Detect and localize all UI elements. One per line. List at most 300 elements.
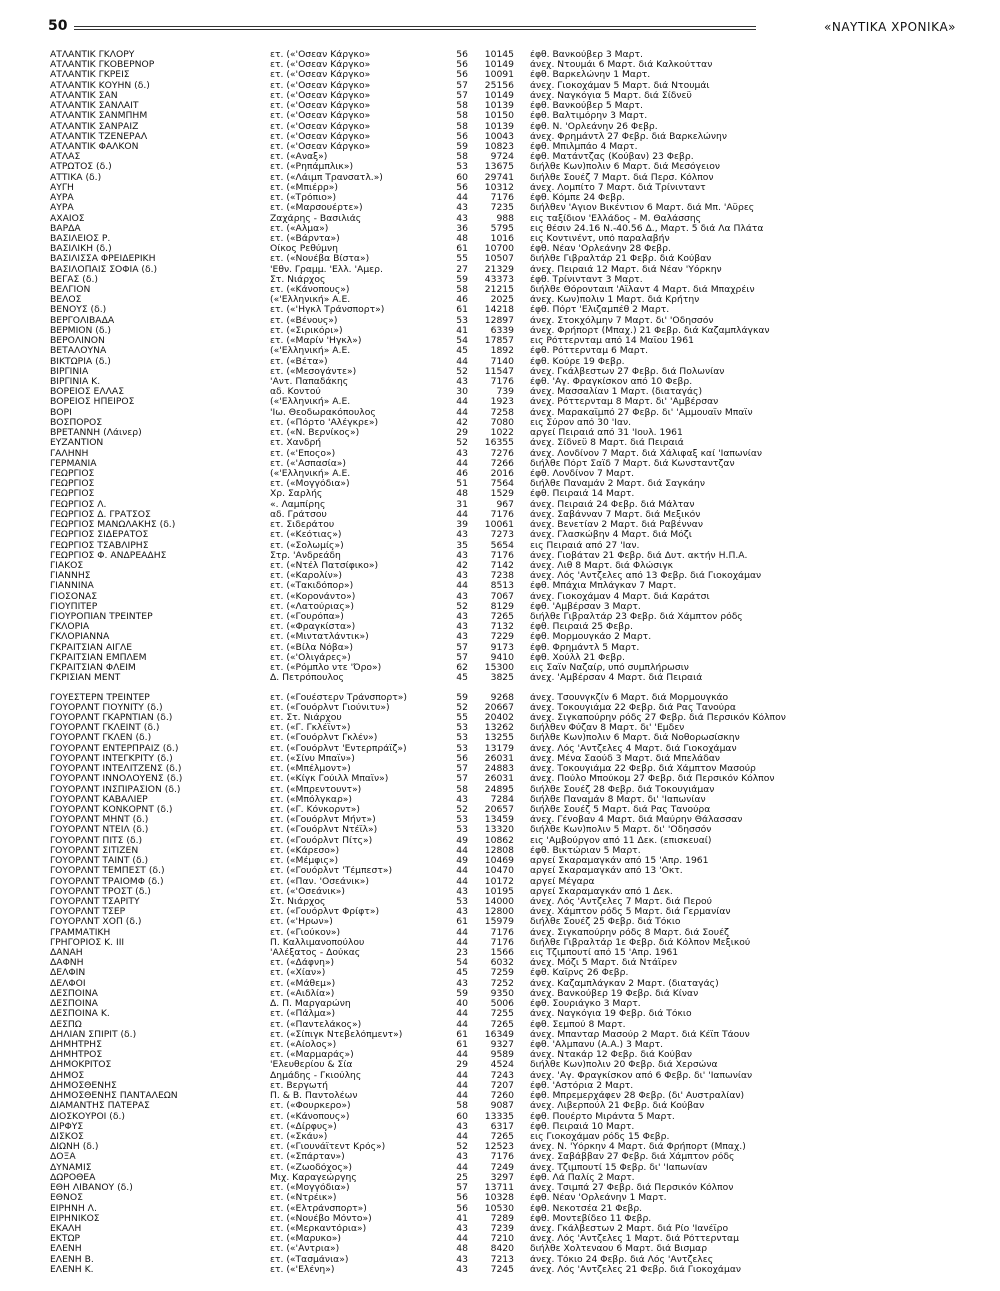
ship-name: ΕΚΑΛΗ xyxy=(50,1223,82,1234)
page-number: 50 xyxy=(48,18,68,34)
ship-tons: 10145 xyxy=(484,49,514,60)
ship-year: 56 xyxy=(456,59,468,71)
ship-tons: 6339 xyxy=(490,324,514,336)
ship-status: διήλθε Πόρτ Σαΐδ 7 Μαρτ. διά Κωνσταντζαν xyxy=(530,458,735,469)
ship-year: 25 xyxy=(456,1171,468,1183)
ship-tons: 9350 xyxy=(490,987,514,999)
ship-agent: ετ. («Ελτράνσπορτ») xyxy=(270,1203,367,1214)
ship-status: διήλθε Κων)πολιν 5 Μαρτ. δι' 'Οδησσόν xyxy=(530,825,712,836)
ship-name: ΔΗΜΟΣΘΕΝΗΣ ΠΑΝΤΑΛΕΩΝ xyxy=(50,1091,178,1102)
ship-name: ΓΟΥΟΡΛΝΤ ΠΙΤΣ (δ.) xyxy=(50,835,143,846)
ship-year: 43 xyxy=(456,1151,468,1163)
ship-tons: 21215 xyxy=(484,284,514,296)
ship-year: 56 xyxy=(456,69,468,81)
ship-status: διήλθε Θόρονταιπ 'Αϊλαντ 4 Μαρτ. διά Μπαχρέιν xyxy=(530,285,755,296)
ship-name: ΔΟΞΑ xyxy=(50,1152,76,1163)
ship-year: 58 xyxy=(456,151,468,163)
ship-status: άνεχ. Τοκουγιάμα 22 Φεβρ. διά Χάμπτον Μασούρ xyxy=(530,764,756,775)
ship-tons: 9410 xyxy=(490,651,514,663)
ship-name: ΒΟΡΙ xyxy=(50,407,72,418)
ship-agent: («'Ελληνική» Α.Ε. xyxy=(270,397,351,408)
ship-status: άνεχ. Σαβάνναν 7 Μαρτ. διά Μεξικόν xyxy=(530,509,701,520)
ship-agent: ετ. («Κάνοπους») xyxy=(270,1111,350,1122)
ship-name: ΕΙΡΗΝΙΚΟΣ xyxy=(50,1213,100,1224)
ship-tons: 10061 xyxy=(484,519,514,531)
ship-name: ΑΤΛΑΝΤΙΚ ΓΚΡΕΪΣ xyxy=(50,70,130,81)
ship-year: 31 xyxy=(456,498,468,510)
ship-name: ΔΕΣΠΟΙΝΑ xyxy=(50,999,98,1010)
ship-name: ΒΑΡΔΑ xyxy=(50,223,81,234)
ship-status: έφθ. Κόμπε 24 Φεβρ. xyxy=(530,193,625,204)
ship-year: 43 xyxy=(456,793,468,805)
ship-status: άνεχ. Φρημάντλ 27 Φεβρ. διά Βαρκελώνην xyxy=(530,131,727,142)
ship-status: έφθ. Ρόττερνταμ 6 Μαρτ. xyxy=(530,346,649,357)
ship-name: ΕΥΖΑΝΤΙΟΝ xyxy=(50,438,104,449)
ship-tons: 20657 xyxy=(484,803,514,815)
ship-agent: («'Ελληνική» Α.Ε. xyxy=(270,468,351,479)
ship-status: έφθ. Μορμουγκάο 2 Μαρτ. xyxy=(530,632,652,643)
ship-tons: 1016 xyxy=(490,232,514,244)
ship-status: έφθ. Πειραιά 10 Μαρτ. xyxy=(530,1121,635,1132)
ship-tons: 10091 xyxy=(484,69,514,81)
ship-agent: ετ. («Μάθεμ») xyxy=(270,978,336,989)
ship-status: άνεχ. Μπανταρ Μασούρ 2 Μαρτ. διά Κέϊπ Τάουν xyxy=(530,1029,750,1040)
ship-status: έφθ. Καϊρνς 26 Φεβρ. xyxy=(530,968,629,979)
ship-row xyxy=(50,673,950,683)
ship-status: έφθ. Νέαν 'Ορλεάνην 1 Μαρτ. xyxy=(530,1193,667,1204)
ship-tons: 14000 xyxy=(484,895,514,907)
ship-tons: 7266 xyxy=(490,457,514,469)
ship-name: ΒΑΣΙΛΟΠΑΪΣ ΣΟΦΙΑ (δ.) xyxy=(50,264,158,275)
ship-year: 44 xyxy=(456,1049,468,1061)
ship-tons: 7239 xyxy=(490,1222,514,1234)
ship-agent: ετ. («Αιδλία») xyxy=(270,988,335,999)
ship-status: διήλθε Σουέζ 28 Φεβρ. διά Τοκουγιάμαν xyxy=(530,784,715,795)
ship-agent: ετ. («Κάνοπους») xyxy=(270,285,350,296)
ship-agent: ετ. («Κίγκ Γούιλλ Μπαϊν») xyxy=(270,774,389,785)
ship-agent: ετ. («Καρολίν») xyxy=(270,571,342,582)
ship-year: 58 xyxy=(456,1100,468,1112)
ship-row xyxy=(50,1101,950,1111)
ship-name: ΓΟΥΟΡΛΝΤ ΕΝΤΕΡΠΡΑΪΖ (δ.) xyxy=(50,743,179,754)
ship-status: άνεχ. 'Αγ. Φραγκίσκον από 6 Φεβρ. δι' 'Ιαπωνίαν xyxy=(530,1070,753,1081)
ship-agent: ετ. («Γιούκον») xyxy=(270,927,341,938)
ship-year: 56 xyxy=(456,49,468,60)
ship-year: 45 xyxy=(456,345,468,357)
ship-year: 54 xyxy=(456,957,468,969)
ship-agent: ετ. («Νουέβα Βίστα») xyxy=(270,254,370,265)
ship-status: διήλθεν Φύζαν 8 Μαρτ. δι' 'Εμδεν xyxy=(530,723,685,734)
ship-agent: Μιχ. Καραγεώργης xyxy=(270,1172,357,1183)
ship-name: ΒΙΡΓΙΝΙΑ Κ. xyxy=(50,377,101,387)
ship-name: ΓΟΥΟΡΛΝΤ ΧΟΠ (δ.) xyxy=(50,917,142,928)
ship-tons: 7284 xyxy=(490,793,514,805)
ship-name: ΓΚΡΙΣΙΑΝ ΜΕΝΤ xyxy=(50,673,121,684)
ship-name: ΓΙΟΥΡΟΠΙΑΝ ΤΡΕΪΝΤΕΡ xyxy=(50,612,153,623)
ship-tons: 15300 xyxy=(484,662,514,674)
ship-tons: 13255 xyxy=(484,732,514,744)
ship-name: ΒΑΣΙΛΙΣΣΑ ΦΡΕΙΔΕΡΙΚΗ xyxy=(50,254,156,265)
ship-tons: 9268 xyxy=(490,691,514,703)
ship-agent: ετ. («'Οσεαν Κάργκο» xyxy=(270,50,371,60)
ship-year: 60 xyxy=(456,1110,468,1122)
ship-agent: ετ. («Μπρεντουντ») xyxy=(270,784,362,795)
ship-tons: 15979 xyxy=(484,916,514,928)
ship-status: άνεχ. Τσιμπά 27 Φεβρ. διά Περσικόν Κόλπον xyxy=(530,1183,734,1194)
ship-year: 48 xyxy=(456,1243,468,1255)
ship-tons: 7210 xyxy=(490,1233,514,1245)
ship-year: 44 xyxy=(456,1233,468,1245)
ship-agent: ετ. («Μαρίν 'Ηγκλ») xyxy=(270,336,362,347)
ship-year: 42 xyxy=(456,416,468,428)
ship-status: έφθ. 'Αστόρια 2 Μαρτ. xyxy=(530,1080,634,1091)
ship-tons: 6032 xyxy=(490,957,514,969)
ship-agent: ετ. («Μογγόδια») xyxy=(270,479,350,490)
ship-tons: 7207 xyxy=(490,1079,514,1091)
ship-year: 56 xyxy=(456,1202,468,1214)
ship-name: ΓΚΡΑΪΤΣΙΑΝ ΦΛΕΪΜ xyxy=(50,663,136,674)
ship-year: 57 xyxy=(456,773,468,785)
ship-agent: ετ. («Γουόρλντ Μήντ») xyxy=(270,815,376,826)
ship-status: έφθ. Βανκούβερ 3 Μαρτ. xyxy=(530,50,643,60)
ship-name: ΓΕΩΡΓΙΟΣ ΜΑΝΩΛΑΚΗΣ (δ.) xyxy=(50,520,176,531)
ship-agent: 'Αντ. Παπαδάκης xyxy=(270,377,349,387)
ship-movements-list xyxy=(50,50,950,1284)
ship-name: ΔΥΝΑΜΙΣ xyxy=(50,1162,92,1173)
ship-name: ΓΕΩΡΓΙΟΣ Φ. ΑΝΔΡΕΑΔΗΣ xyxy=(50,550,167,561)
ship-year: 44 xyxy=(456,580,468,592)
ship-status: άνεχ. Τόκιο 24 Φεβρ. διά Λός 'Αντζελες xyxy=(530,1254,714,1265)
ship-tons: 10139 xyxy=(484,100,514,112)
ship-tons: 17857 xyxy=(484,335,514,347)
ship-name: ΕΛΕΝΗ xyxy=(50,1244,82,1255)
ship-year: 44 xyxy=(456,508,468,520)
ship-year: 62 xyxy=(456,662,468,674)
ship-tons: 13262 xyxy=(484,722,514,734)
ship-tons: 7249 xyxy=(490,1161,514,1173)
ship-name: ΓΕΩΡΓΙΟΣ Λ. xyxy=(50,499,107,510)
ship-status: άνεχ. Σιγκαπούρην ρόδς 27 Φεβρ. διά Περσικόν Κόλπον xyxy=(530,713,786,723)
ship-agent: ετ. («Μπέλμοντ») xyxy=(270,764,351,775)
ship-agent: ετ. Σιδεράτου xyxy=(270,520,335,531)
ship-year: 53 xyxy=(456,732,468,744)
ship-year: 43 xyxy=(456,977,468,989)
ship-name: ΑΤΛΑΝΤΙΚ ΣΑΝΡΑΪΖ xyxy=(50,121,139,132)
ship-year: 52 xyxy=(456,1141,468,1153)
ship-status: έφθ. Λά Παλίς 2 Μαρτ. xyxy=(530,1172,635,1183)
ship-status: άνεχ. Γένοβαν 4 Μαρτ. διά Μαύρην Θάλασσαν xyxy=(530,815,743,826)
ship-status: έφθ. Κούρε 19 Φεβρ. xyxy=(530,356,625,367)
ship-name: ΓΟΥΟΡΛΝΤ ΙΝΣΠΙΡΑΣΙΟΝ (δ.) xyxy=(50,784,181,795)
ship-agent: ετ. («Βίλα Νόβα») xyxy=(270,642,353,653)
ship-agent: («'Ελληνική» Α.Ε. xyxy=(270,295,351,306)
ship-tons: 7142 xyxy=(490,559,514,571)
ship-agent: ετ. Βεργωτή xyxy=(270,1080,328,1091)
ship-agent: ετ. («Σίπιγκ Ντεβελόπμεντ») xyxy=(270,1029,403,1040)
ship-tons: 5654 xyxy=(490,539,514,551)
ship-name: ΔΑΝΑΗ xyxy=(50,948,83,959)
ship-row xyxy=(50,866,950,876)
ship-agent: ετ. («'Αντρια») xyxy=(270,1244,340,1255)
ship-year: 56 xyxy=(456,752,468,764)
ship-status: έφθ. Νέαν 'Ορλεάνην 28 Φεβρ. xyxy=(530,244,671,255)
ship-agent: ετ. («Μερκαντόρια») xyxy=(270,1223,367,1234)
ship-tons: 10507 xyxy=(484,253,514,265)
ship-agent: ετ. («Αίολος») xyxy=(270,1040,337,1050)
ship-status: έφθ. Τρίνινταντ 3 Μαρτ. xyxy=(530,274,643,285)
ship-status: άνεχ. Στοκχόλμην 7 Μαρτ. δι' 'Οδησσόν xyxy=(530,315,714,326)
ship-name: ΓΙΟΣΟΝΑΣ xyxy=(50,591,98,602)
ship-year: 44 xyxy=(456,1069,468,1081)
ship-tons: 7080 xyxy=(490,416,514,428)
ship-agent: ετ. («Σπάρταν») xyxy=(270,1152,345,1163)
ship-agent: ετ. («'Οσεαν Κάργκο» xyxy=(270,131,371,142)
ship-agent: ετ. («Λατούριας») xyxy=(270,601,354,612)
ship-agent: ετ. («Δίρφυς») xyxy=(270,1121,337,1132)
ship-agent: ετ. («'Εποςο») xyxy=(270,448,336,459)
ship-agent: ετ. («Γιουνάϊτεντ Κρός») xyxy=(270,1142,386,1153)
ship-row xyxy=(50,111,950,121)
ship-status: διήλθε Κων)πολιν 20 Φεβρ. διά Χερσώνα xyxy=(530,1060,718,1071)
ship-agent: ετ. («'Οσεαν Κάργκο» xyxy=(270,111,371,122)
ship-year: 55 xyxy=(456,253,468,265)
ship-tons: 24895 xyxy=(484,783,514,795)
ship-year: 60 xyxy=(456,171,468,183)
ship-status: έφθ. Μπρεμερχάφεν 28 Φεβρ. (δι' Αυστραλίαν) xyxy=(530,1091,745,1102)
ship-agent: ετ. («Γουρόπα») xyxy=(270,612,344,623)
page-header xyxy=(40,14,956,40)
ship-agent: ετ. («Τασμάνια») xyxy=(270,1254,349,1265)
ship-tons: 12523 xyxy=(484,1141,514,1153)
ship-year: 43 xyxy=(456,447,468,459)
ship-status: εις 'Αμβούργον από 11 Δεκ. (επισκευαί) xyxy=(530,835,712,846)
ship-status: άνεχ. Πούλο Μπούκομ 27 Φεβρ. διά Περσικόν Κόλπον xyxy=(530,774,775,785)
ship-status: άνεχ. Τοκουγιάμα 22 Φεβρ. διά Ρας Τανούρα xyxy=(530,702,736,713)
ship-status: έφθ. Βικτώριαν 5 Μαρτ. xyxy=(530,845,641,856)
ship-tons: 13459 xyxy=(484,814,514,826)
ship-tons: 21329 xyxy=(484,263,514,275)
ship-status: διήλθε Σουέζ 7 Μαρτ. διά Περσ. Κόλπον xyxy=(530,172,714,183)
ship-tons: 16349 xyxy=(484,1028,514,1040)
ship-name: ΔΙΣΚΟΣ xyxy=(50,1131,84,1142)
ship-status: άνεχ. Μόζι 5 Μαρτ. διά Ντάϊρεν xyxy=(530,958,678,969)
ship-status: έφθ. Βαρκελώνην 1 Μαρτ. xyxy=(530,70,651,81)
ship-name: ΑΤΛΑΝΤΙΚ ΓΚΛΟΡΥ xyxy=(50,50,135,60)
ship-status: άνεχ. Γκάλβεστων 2 Μαρτ. διά Ρίο 'Ιανέϊρο xyxy=(530,1223,729,1234)
ship-status: άνεχ. Λός 'Αντζελες 21 Φεβρ. διά Γιοκοχάμαν xyxy=(530,1264,742,1275)
ship-name: ΓΟΥΕΣΤΕΡΝ ΤΡΕΪΝΤΕΡ xyxy=(50,692,150,703)
ship-name: ΒΕΡΓΟΛΙΒΑΔΑ xyxy=(50,315,115,326)
ship-tons: 7564 xyxy=(490,478,514,490)
ship-tons: 7229 xyxy=(490,631,514,643)
ship-agent: Δημάδης - Γκιούλης xyxy=(270,1070,362,1081)
ship-tons: 1529 xyxy=(490,488,514,500)
ship-year: 44 xyxy=(456,865,468,877)
ship-status: εις Ρόττερνταμ από 14 Μαΐου 1961 xyxy=(530,336,694,347)
ship-tons: 7273 xyxy=(490,529,514,541)
ship-year: 43 xyxy=(456,1222,468,1234)
ship-agent: 'Αλέξατος - Δούκας xyxy=(270,948,361,959)
ship-agent: ετ. («Αναξ») xyxy=(270,152,328,163)
ship-name: ΓΟΥΟΡΛΝΤ ΚΟΝΚΟΡΝΤ (δ.) xyxy=(50,804,173,815)
ship-status: διήλθε Γιβραλτάρ 23 Φεβρ. διά Χάμπτον ρόδς xyxy=(530,612,743,623)
ship-tons: 1923 xyxy=(490,396,514,408)
ship-tons: 24883 xyxy=(484,763,514,775)
ship-tons: 13335 xyxy=(484,1110,514,1122)
ship-agent: ετ. («'Ηγκλ Τράνσπορτ») xyxy=(270,305,385,316)
ship-name: ΑΥΡΑ xyxy=(50,203,74,214)
ship-year: 48 xyxy=(456,232,468,244)
ship-year: 59 xyxy=(456,691,468,703)
ship-year: 41 xyxy=(456,324,468,336)
ship-agent: ετ. («Κορονάντο») xyxy=(270,591,356,602)
ship-tons: 13675 xyxy=(484,161,514,173)
ship-agent: ετ. («Γουόρλντ Φρίφτ») xyxy=(270,907,380,918)
ship-tons: 2025 xyxy=(490,294,514,306)
ship-tons: 7260 xyxy=(490,1090,514,1102)
ship-name: ΔΙΩΝΗ (δ.) xyxy=(50,1142,99,1153)
ship-year: 61 xyxy=(456,916,468,928)
ship-status: αργεί Σκαραμαγκάν από 13 'Οκτ. xyxy=(530,866,683,877)
ship-year: 48 xyxy=(456,488,468,500)
ship-agent: ετ. («Γουόρλντ Ντέϊλ») xyxy=(270,825,378,836)
ship-name: ΒΕΛΓΙΟΝ xyxy=(50,285,91,296)
ship-status: διήλθε Παναμάν 2 Μαρτ. διά Σαγκάην xyxy=(530,479,705,490)
ship-name: ΓΟΥΟΡΛΝΤ ΚΑΒΑΛΙΕΡ xyxy=(50,794,148,805)
ship-agent: 'Ελευθερίου & Σία xyxy=(270,1060,353,1071)
ship-name: ΓΕΩΡΓΙΟΣ xyxy=(50,479,95,490)
ship-name: ΓΙΑΚΟΣ xyxy=(50,560,84,571)
ship-status: άνεχ. Λονδίνον 7 Μαρτ. διά Χάλιφαξ καί 'Ιαπωνίαν xyxy=(530,448,763,459)
ship-name: ΓΡΑΜΜΑΤΙΚΗ xyxy=(50,927,111,938)
ship-agent: ετ. («'Οσεαν Κάργκο» xyxy=(270,141,371,152)
ship-tons: 7132 xyxy=(490,621,514,633)
ship-agent: ετ. («Πόρτο 'Αλέγκρε») xyxy=(270,417,379,428)
ship-year: 57 xyxy=(456,1182,468,1194)
ship-agent: ετ. («Κάρεσο») xyxy=(270,845,340,856)
ship-year: 57 xyxy=(456,651,468,663)
ship-agent: ετ. («Γουόρλντ 'Εντερπράϊζ») xyxy=(270,743,407,754)
ship-tons: 13711 xyxy=(484,1182,514,1194)
ship-year: 43 xyxy=(456,1120,468,1132)
ship-year: 44 xyxy=(456,406,468,418)
ship-year: 56 xyxy=(456,181,468,193)
ship-status: αργεί Μέγαρα xyxy=(530,876,595,887)
ship-status: διήλθε Κων)πολιν 6 Μαρτ. διά Νοθορωσίσκην xyxy=(530,733,740,744)
ship-status: εις Σύρον από 30 'Ιαν. xyxy=(530,417,632,428)
ship-status: άνεχ. Λιθ 8 Μαρτ. διά Φλώσιγκ xyxy=(530,560,674,571)
ship-year: 43 xyxy=(456,611,468,623)
ship-status: εις Γιοκοχάμαν ρόδς 15 Φεβρ. xyxy=(530,1131,670,1142)
ship-tons: 5006 xyxy=(490,998,514,1010)
ship-name: ΒΕΡΟΛΙΝΟΝ xyxy=(50,336,105,347)
ship-name: ΔΗΛΙΑΝ ΣΠΙΡΙΤ (δ.) xyxy=(50,1029,137,1040)
ship-year: 42 xyxy=(456,559,468,571)
ship-status: έφθ. Πειραιά 25 Φεβρ. xyxy=(530,622,633,633)
ship-status: άνεχ. Μαρακαϊμπό 27 Φεβρ. δι' 'Αμμουαϊν Μπαϊν xyxy=(530,407,753,418)
ship-agent: ετ. («Γουόρλντ Γκλέν») xyxy=(270,733,378,744)
ship-year: 43 xyxy=(456,631,468,643)
ship-agent: ετ. («Μέμφις») xyxy=(270,856,339,867)
ship-year: 58 xyxy=(456,120,468,132)
ship-agent: ετ. («Φουρκερο») xyxy=(270,1101,351,1112)
ship-agent: ετ. («Λάιμπ Τρανσατλ.») xyxy=(270,172,383,183)
ship-tons: 7252 xyxy=(490,977,514,989)
ship-status: άνεχ. Σίδνεϋ 8 Μαρτ. διά Πειραιά xyxy=(530,438,684,449)
ship-status: άνεχ. Βανκούβερ 19 Φεβρ. διά Κίναν xyxy=(530,988,699,999)
ship-status: έφθ. Χούλλ 21 Φεβρ. xyxy=(530,652,625,663)
ship-agent: ετ. («Παν. 'Οσεάνικ») xyxy=(270,876,369,887)
ship-agent: ετ. («Γ. Γκλέϊντ») xyxy=(270,723,351,734)
ship-tons: 7176 xyxy=(490,936,514,948)
ship-tons: 967 xyxy=(496,498,514,510)
ship-name: ΒΡΕΤΑΝΝΗ (Λάινερ) xyxy=(50,428,142,439)
ship-status: έφθ. 'Αλμπανυ (Α.Α.) 3 Μαρτ. xyxy=(530,1040,664,1050)
ship-agent: Π. Καλλιμανοπούλου xyxy=(270,937,365,948)
ship-agent: ετ. («Γουόρλντ 'Τέμπεστ») xyxy=(270,866,393,877)
ship-agent: ετ. («Βένους») xyxy=(270,315,338,326)
ship-status: διήλθε Κων)πολιν 6 Μαρτ. διά Μεσόγειον xyxy=(530,162,720,173)
ship-row xyxy=(50,774,950,784)
ship-status: άνεχ. Γλασκώβην 4 Μαρτ. διά Μόζι xyxy=(530,530,692,541)
ship-name: ΓΙΑΝΝΗΣ xyxy=(50,571,91,582)
ship-tons: 10328 xyxy=(484,1192,514,1204)
ship-section xyxy=(50,693,950,1275)
ship-tons: 7176 xyxy=(490,376,514,387)
ship-agent: ετ. («Μαρυκο») xyxy=(270,1234,341,1245)
ship-tons: 29741 xyxy=(484,171,514,183)
ship-row xyxy=(50,203,950,213)
ship-tons: 7289 xyxy=(490,1212,514,1224)
ship-status: αργεί Σκαραμαγκάν από 15 'Απρ. 1961 xyxy=(530,856,709,867)
ship-year: 43 xyxy=(456,906,468,918)
ship-year: 58 xyxy=(456,783,468,795)
ship-name: ΓΚΡΑΪΤΣΙΑΝ ΕΜΠΛΕΜ xyxy=(50,652,147,663)
ship-year: 53 xyxy=(456,722,468,734)
ship-agent: ετ. («Μπόλγκαρ») xyxy=(270,794,353,805)
ship-tons: 4524 xyxy=(490,1059,514,1071)
ship-tons: 10469 xyxy=(484,855,514,867)
ship-year: 59 xyxy=(456,140,468,152)
ship-status: άνεχ. Λομπίτο 7 Μαρτ. διά Τρίνινταντ xyxy=(530,182,706,193)
ship-year: 43 xyxy=(456,590,468,602)
ship-year: 44 xyxy=(456,926,468,938)
ship-row xyxy=(50,530,950,540)
ship-status: άνεχ. Χάμπτον ρόδς 5 Μαρτ. διά Γερμανίαν xyxy=(530,907,731,918)
ship-year: 43 xyxy=(456,212,468,224)
ship-name: ΔΩΡΟΘΕΑ xyxy=(50,1172,96,1183)
ship-status: έφθ. Πουέρτο Μιράντα 5 Μαρτ. xyxy=(530,1111,675,1122)
ship-agent: ετ. («Ν. Βερνίκος») xyxy=(270,428,360,439)
ship-agent: Οίκος Ρεθύμνη xyxy=(270,244,338,255)
ship-status: εις Τζιμπουτί από 15 'Απρ. 1961 xyxy=(530,948,679,959)
ship-year: 46 xyxy=(456,467,468,479)
ship-name: ΓΟΥΟΡΛΝΤ ΙΝΤΕΓΚΡΙΤΥ (δ.) xyxy=(50,753,173,764)
ship-name: ΒΟΣΠΟΡΟΣ xyxy=(50,417,103,428)
ship-year: 23 xyxy=(456,947,468,959)
ship-agent: ετ. («Δάφνη») xyxy=(270,958,335,969)
ship-agent: ετ. («Σκάυ») xyxy=(270,1131,328,1142)
ship-tons: 7067 xyxy=(490,590,514,602)
ship-status: αργεί Πειραιά από 31 'Ιουλ. 1961 xyxy=(530,428,683,439)
ship-year: 45 xyxy=(456,672,468,684)
ship-name: ΓΟΥΟΡΛΝΤ ΤΣΑΡΙΤΥ xyxy=(50,896,140,907)
ship-tons: 13320 xyxy=(484,824,514,836)
ship-year: 49 xyxy=(456,834,468,846)
ship-year: 44 xyxy=(456,192,468,204)
ship-name: ΓΟΥΟΡΛΝΤ ΣΙΤΙΖΕΝ xyxy=(50,845,139,856)
ship-name: ΒΑΣΙΛΕΙΟΣ Ρ. xyxy=(50,233,111,244)
